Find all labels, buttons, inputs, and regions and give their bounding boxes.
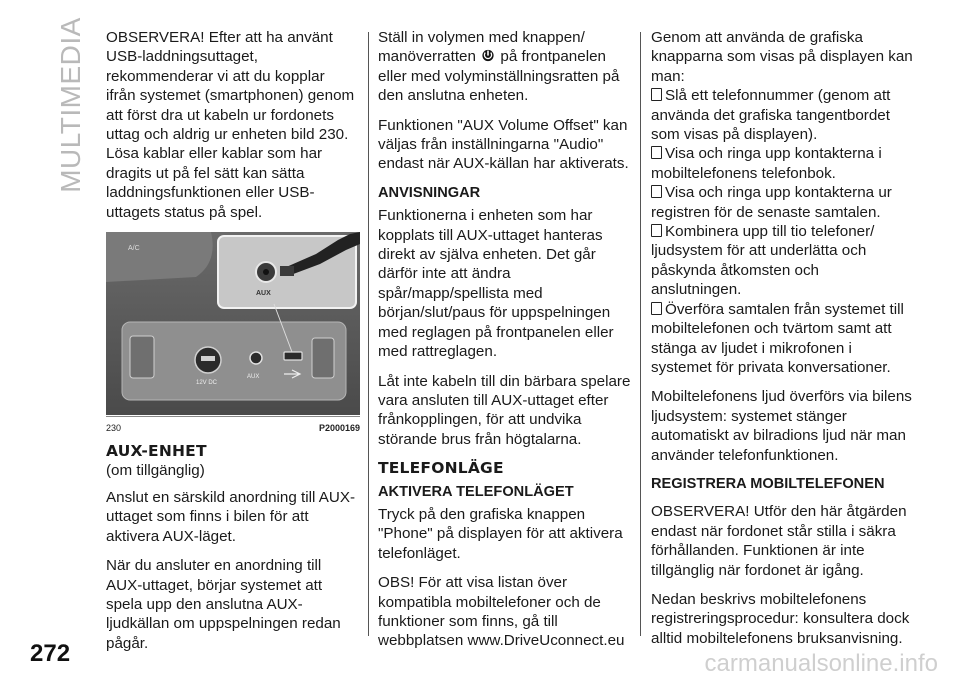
- register-phone-heading: REGISTRERA MOBILTELEFONEN: [651, 475, 885, 492]
- page-number: 272: [30, 640, 71, 667]
- activate-phone-paragraph: Tryck på den grafiska knappen "Phone" på displayen för att aktivera telefonläget.: [378, 505, 623, 562]
- dc-label: 12V DC: [196, 380, 218, 387]
- figure-code: P2000169: [318, 423, 360, 434]
- column-divider-1: [368, 32, 369, 636]
- bullet-item: Slå ett telefonnummer (genom att använda det grafiska tangentbordet som visas på displayen).: [651, 87, 891, 144]
- activate-phone-subheading: AKTIVERA TELEFONLÄGET: [378, 483, 574, 500]
- notes-paragraph-2: Låt inte kabeln till din bärbara spelare vara ansluten till AUX-uttaget efter frånkopplingen, för att undvika störande brus från högtalarna.: [378, 372, 631, 448]
- bullet-item: Överföra samtalen från systemet till mobiltelefonen och tvärtom samt att stänga av ljudet i mikrofonen i systemet för privata konversationer.: [651, 300, 904, 376]
- buttons-intro-paragraph: Genom att använda de grafiska knapparna som visas på displayen kan man:: [651, 29, 913, 85]
- bullet-item: Visa och ringa upp kontakterna i mobiltelefonens telefonbok.: [651, 145, 882, 182]
- register-procedure-paragraph: Nedan beskrivs mobiltelefonens registreringsprocedur: konsultera dock alltid mobiltelefonens bruksanvisning.: [651, 590, 910, 647]
- volume-paragraph: [378, 28, 632, 106]
- checkbox-bullet-icon: [651, 224, 662, 237]
- aux-offset-paragraph: Funktionen "AUX Volume Offset" kan väljas från inställningarna "Audio" endast när AUX-källan har aktiverats.: [378, 116, 629, 173]
- usb-caution-paragraph: OBSERVERA! Efter att ha använt USB-laddningsuttaget, rekommenderar vi att du kopplar ifrån systemet (smartphonen) genom att först dra ut kabeln ur fordonets uttag och aldrig ur enheten bild 230. Lösa kablar eller kablar som har dragits ut på fel sätt kan sätta laddningsfunktionen eller USB-uttagets status på spel.: [106, 29, 355, 221]
- aux-inset-label: AUX: [256, 290, 271, 298]
- bullet-item: Kombinera upp till tio telefoner/ ljudsystem för att underlätta och påskynda åtkomsten och anslutningen.: [651, 223, 875, 299]
- checkbox-bullet-icon: [651, 88, 662, 101]
- bullet-item: Visa och ringa upp kontakterna ur registren för de senaste samtalen.: [651, 184, 892, 221]
- column-2: [378, 28, 632, 661]
- figure-caption: [106, 416, 360, 438]
- volume-text-after: på frontpanelen eller med volyminställningsratten på den anslutna enheten.: [378, 48, 620, 105]
- section-side-tab: [55, 17, 86, 193]
- notes-heading: ANVISNINGAR: [378, 184, 481, 201]
- aux-heading: AUX-ENHET: [106, 442, 207, 461]
- column-3: [651, 28, 913, 658]
- aux-panel-label: AUX: [247, 374, 260, 381]
- notes-paragraph-1: Funktionerna i enheten som har kopplats till AUX-uttaget hanteras direkt av själva enheten. Det går därför inte att ändra spår/mapp/spellista med början/slut/paus för uppspelningen med reglagen på frontpanelen eller med rattreglagen.: [378, 207, 614, 361]
- power-knob-icon: [481, 48, 495, 62]
- checkbox-bullet-icon: [651, 302, 662, 315]
- aux-usb-photo: [106, 232, 360, 415]
- aux-playback-paragraph: När du ansluter en anordning till AUX-uttaget, börjar systemet att spela upp den anslutna AUX-ljudkällan om uppspelningen redan pågår.: [106, 557, 341, 652]
- checkbox-bullet-icon: [651, 146, 662, 159]
- aux-subheading: (om tillgänglig): [106, 462, 205, 480]
- ac-label: A/C: [128, 245, 140, 253]
- figure-number: 230: [106, 423, 122, 434]
- column-divider-2: [640, 32, 641, 636]
- column-1: [106, 28, 358, 663]
- section-side-tab-label: MULTIMEDIA: [55, 17, 86, 193]
- aux-connect-paragraph: Anslut en särskild anordning till AUX-uttaget som finns i bilen för att aktivera AUX-läget.: [106, 488, 356, 545]
- phone-mode-heading: TELEFONLÄGE: [378, 459, 504, 478]
- checkbox-bullet-icon: [651, 185, 662, 198]
- aux-usb-photo-illustration: [106, 232, 360, 415]
- figure-230: [106, 232, 360, 432]
- compatibility-paragraph: OBS! För att visa listan över kompatibla mobiltelefoner och de funktioner som finns, gå till webbplatsen www.DriveUconnect.eu: [378, 574, 625, 650]
- watermark: carmanualsonline.info: [704, 650, 938, 677]
- volume-text-before: Ställ in volymen med knappen/ manöverratten: [378, 29, 585, 66]
- phone-audio-paragraph: Mobiltelefonens ljud överförs via bilens ljudsystem: systemet stänger automatiskt av bilradions ljud när man använder telefonfunktionen.: [651, 388, 912, 464]
- register-caution-paragraph: OBSERVERA! Utför den här åtgärden endast när fordonet står stilla i säkra förhållanden. Funktionen är inte tillgänglig när fordonet är igång.: [651, 503, 907, 579]
